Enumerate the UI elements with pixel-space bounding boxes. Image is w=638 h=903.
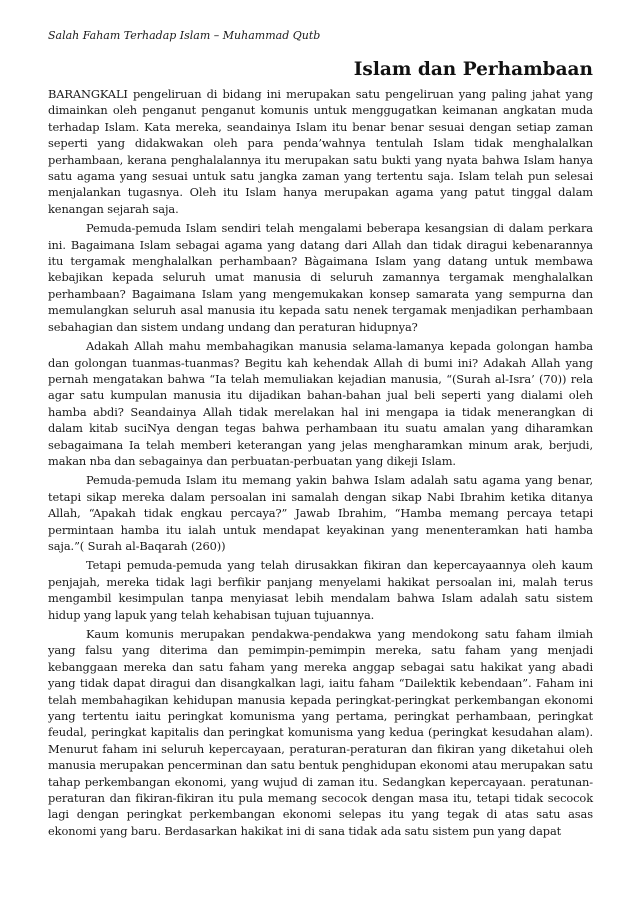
paragraph: Kaum komunis merupakan pendakwa-pendakwa yang mendokong satu faham ilmiah yang falsu yang diterima dan pemimpin-pemimpin mereka, satu faham yang menjadi kebanggaan mereka dan satu faham yang mereka anggap sebagai satu hakikat yang abadi yang tidak dapat diragui dan disangkalkan lagi, iaitu faham “Dailektik kebendaan”. Faham ini telah membahagikan kehidupan manusia kepada peringkat-peringkat perkembangan ekonomi yang tertentu iaitu peringkat komunisma yang pertama, peringkat perhambaan, peringkat feudal, peringkat kapitalis dan peringkat komunisma yang kedua (peringkat kesudahan alam). Menurut faham ini seluruh kepercayaan, peraturan-peraturan dan fikiran yang diketahui oleh manusia merupakan pencerminan dan satu bentuk penghidupan ekonomi atau merupakan satu tahap perkembangan ekonomi, yang wujud di zaman itu. Sedangkan kepercayaan. peratunan-peraturan dan fikiran-fikiran itu pula memang secocok dengan masa itu, tetapi tidak secocok lagi dengan peringkat perkembangan ekonomi selepas itu yang tegak di atas satu asas ekonomi yang baru. Berdasarkan hakikat ini di sana tidak ada satu sistem pun yang dapat [48,627,593,838]
paragraph: Pemuda-pemuda Islam itu memang yakin bahwa Islam adalah satu agama yang benar, tetapi sikap mereka dalam persoalan ini samalah dengan sikap Nabi Ibrahim ketika ditanya Allah, “Apakah tidak engkau percaya?” Jawab Ibrahim, “Hamba memang percaya tetapi permintaan hamba itu ialah untuk mendapat keyakinan yang menenteramkan hati hamba saja.”( Surah al-Baqarah (260)) [48,473,593,553]
paragraph: Tetapi pemuda-pemuda yang telah dirusakkan fikiran dan kepercayaannya oleh kaum penjajah, mereka tidak lagi berfikir panjang menyelami hakikat persoalan ini, malah terus mengambil kesimpulan tanpa menyiasat lebih mendalam bahwa Islam adalah satu sistem hidup yang lapuk yang telah kehabisan tujuan tujuannya. [48,558,593,622]
document-page [48,29,593,842]
article-body [48,86,593,839]
paragraph: Adakah Allah mahu membahagikan manusia selama-lamanya kepada golongan hamba dan golongan tuanmas-tuanmas? Begitu kah kehendak Allah di bumi ini? Adakah Allah yang pernah mengatakan bahwa “Ia telah memuliakan kejadian manusia, “(Surah al-Isra’ (70)) rela agar satu kumpulan manusia itu dijadikan bahan-bahan jual beli seperti yang dialami oleh hamba abdi? Seandainya Allah tidak merelakan hal ini mengapa ia tidak menerangkan di dalam kitab suciNya dengan tegas bahwa perhambaan itu suatu amalan yang diharamkan sebagaimana Ia telah memberi keterangan yang jelas mengharamkan minum arak, berjudi, makan nba dan sebagainya dan perbuatan-perbuatan yang dikeji Islam. [48,339,593,468]
running-header: Salah Faham Terhadap Islam – Muhammad Qutb [48,29,321,42]
paragraph: BARANGKALI pengeliruan di bidang ini merupakan satu pengeliruan yang paling jahat yang dimainkan oleh penganut penganut komunis untuk menggugatkan keimanan angkatan muda terhadap Islam. Kata mereka, seandainya Islam itu benar benar sesuai dengan setiap zaman seperti yang didakwakan oleh para penda’wahnya tentulah Islam tidak menghalalkan perhambaan, kerana penghalalannya itu merupakan satu bukti yang nyata bahwa Islam hanya satu agama yang sesuai untuk satu jangka zaman yang tertentu saja. Islam telah pun selesai menjalankan tugasnya. Oleh itu Islam hanya merupakan agama yang patut tinggal dalam kenangan sejarah saja. [48,87,593,216]
paragraph: Pemuda-pemuda Islam sendiri telah mengalami beberapa kesangsian di dalam perkara ini. Bagaimana Islam sebagai agama yang datang dari Allah dan tidak diragui kebenarannya itu tergamak menghalalkan perhambaan? Bàgaimana Islam yang datang untuk membawa kebajikan kepada seluruh umat manusia di seluruh zamannya tergamak menghalalkan perhambaan? Bagaimana Islam yang mengemukakan konsep samarata yang sempurna dan memulangkan seluruh asal manusia itu kepada satu nenek tergamak menjadikan perhambaan sebahagian dan sistem undang undang dan peraturan hidupnya? [48,221,593,334]
article-title: Islam dan Perhambaan [353,59,593,80]
